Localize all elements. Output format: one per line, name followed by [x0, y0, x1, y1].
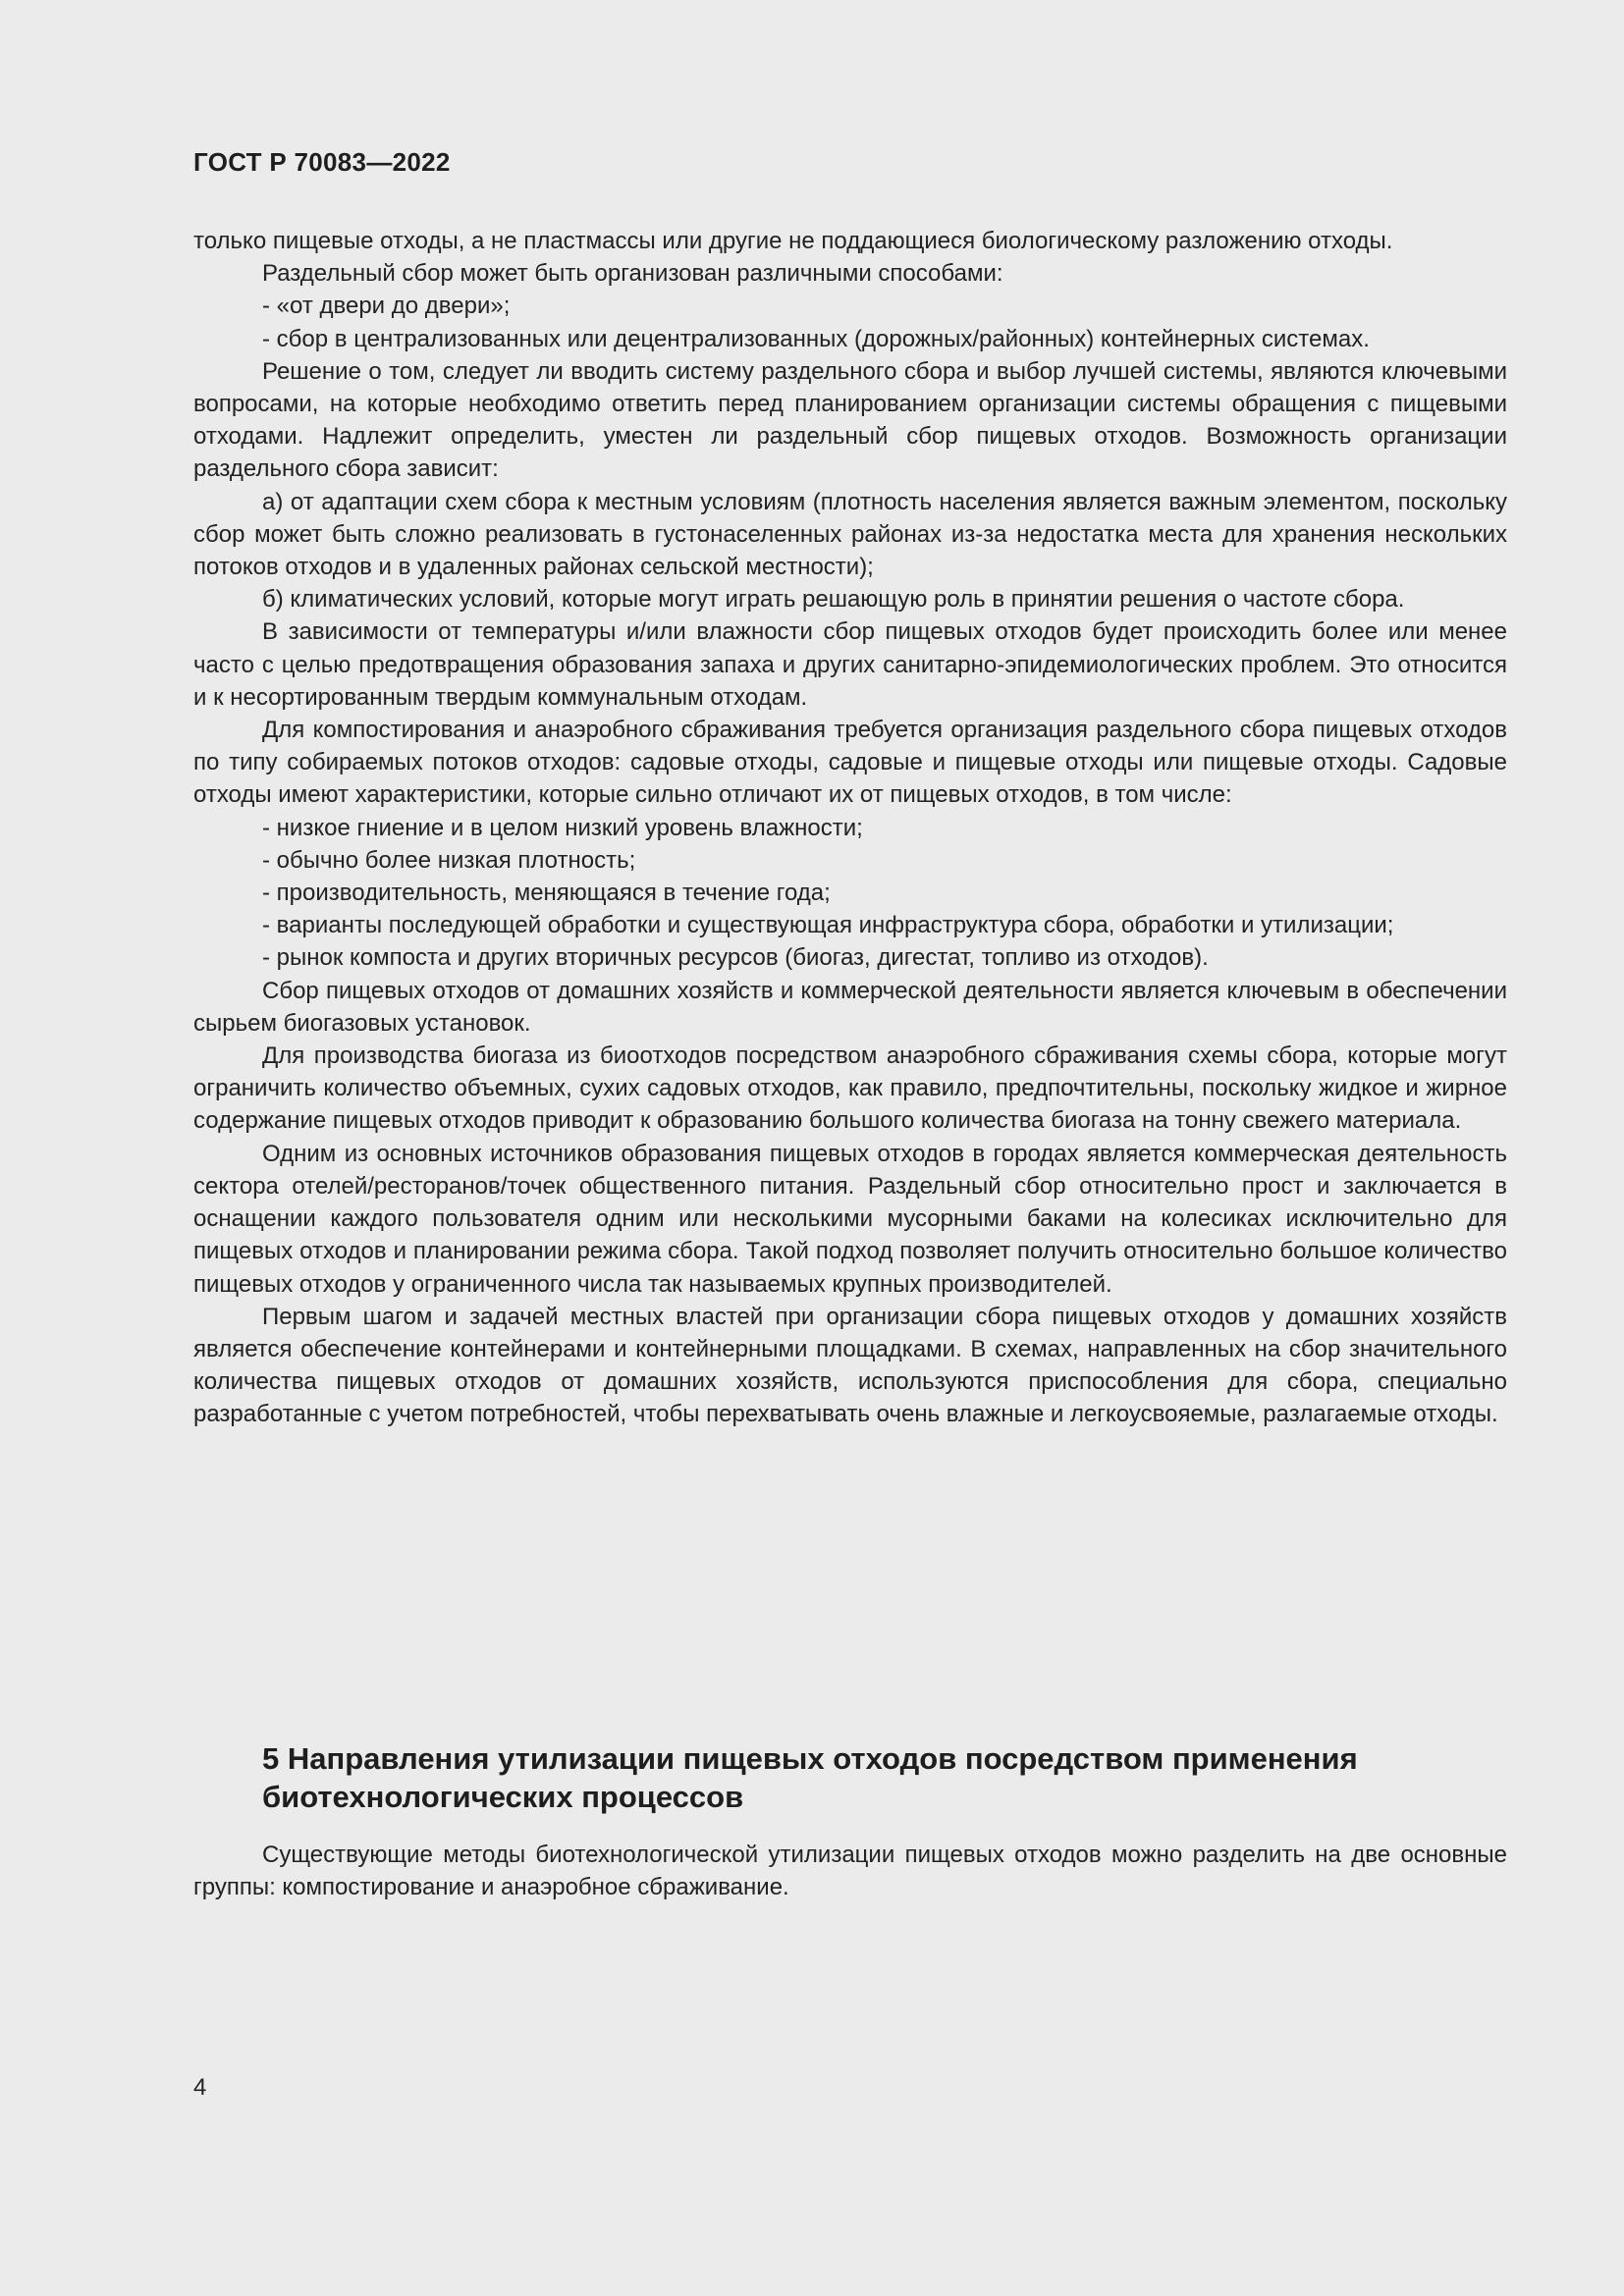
list-item: а) от адаптации схем сбора к местным условиям (плотность населения является важным элементом, поскольку сбор может быть сложно реализовать в густонаселенных районах из-за недостатка места для хранения нескольких потоков отходов и в удаленных районах сельской местности); [193, 488, 1507, 581]
paragraph: только пищевые отходы, а не пластмассы или другие не поддающиеся биологическому разложению отходы. [193, 228, 1393, 254]
list-item: - низкое гниение и в целом низкий уровень влажности; [262, 814, 863, 841]
section-body [193, 1839, 1507, 1903]
list-item: - сбор в централизованных или децентрализованных (дорожных/районных) контейнерных системах. [262, 325, 1370, 352]
paragraph: Для компостирования и анаэробного сбраживания требуется организация раздельного сбора пищевых отходов по типу собираемых потоков отходов: садовые отходы, садовые и пищевые отходы или пищевые отходы. Садовые отходы имеют характеристики, которые сильно отличают их от пищевых отходов, в том числе: [193, 717, 1507, 809]
list-item: - обычно более низкая плотность; [262, 846, 636, 874]
paragraph: Для производства биогаза из биоотходов посредством анаэробного сбраживания схемы сбора, которые могут ограничить количество объемных, сухих садовых отходов, как правило, предпочтительны, поскольку жидкое и жирное содержание пищевых отходов приводит к образованию большого количества биогаза на тонну свежего материала. [193, 1042, 1507, 1135]
body-text [193, 225, 1507, 1431]
list-item: - производительность, меняющаяся в течение года; [262, 880, 831, 907]
list-item: б) климатических условий, которые могут играть решающую роль в принятии решения о частоте сбора. [262, 586, 1405, 614]
page-header: ГОСТ Р 70083—2022 [193, 147, 451, 177]
list-item: - рынок компоста и других вторичных ресурсов (биогаз, дигестат, топливо из отходов). [262, 944, 1209, 972]
paragraph: Сбор пищевых отходов от домашних хозяйств и коммерческой деятельности является ключевым в обеспечении сырьем биогазовых установок. [193, 977, 1507, 1037]
paragraph: Одним из основных источников образования пищевых отходов в городах является коммерческая деятельность сектора отелей/ресторанов/точек общественного питания. Раздельный сбор относительно прост и заключается в оснащении каждого пользователя одним или несколькими мусорными баками на колесиках исключительно для пищевых отходов и планировании режима сбора. Такой подход позволяет получить относительно большое количество пищевых отходов у ограниченного числа так называемых крупных производителей. [193, 1140, 1507, 1298]
paragraph: В зависимости от температуры и/или влажности сбор пищевых отходов будет происходить более или менее часто с целью предотвращения образования запаха и других санитарно-эпидемиологических проблем. Это относится и к несортированным твердым коммунальным отходам. [193, 618, 1507, 711]
paragraph: Раздельный сбор может быть организован различными способами: [262, 260, 1003, 288]
list-item: - варианты последующей обработки и существующая инфраструктура сбора, обработки и утилизации; [262, 912, 1394, 939]
section-heading: 5 Направления утилизации пищевых отходов посредством применения биотехнологических процессов [262, 1741, 1358, 1814]
section-paragraph: Существующие методы биотехнологической утилизации пищевых отходов можно разделить на две основные группы: компостирование и анаэробное сбраживание. [193, 1842, 1507, 1901]
list-item: - «от двери до двери»; [262, 293, 511, 320]
paragraph: Решение о том, следует ли вводить систему раздельного сбора и выбор лучшей системы, являются ключевыми вопросами, на которые необходимо ответить перед планированием организации системы обращения с пищевыми отходами. Надлежит определить, уместен ли раздельный сбор пищевых отходов. Возможность организации раздельного сбора зависит: [193, 357, 1507, 483]
page-number: 4 [193, 2074, 207, 2101]
paragraph: Первым шагом и задачей местных властей при организации сбора пищевых отходов у домашних хозяйств является обеспечение контейнерами и контейнерными площадками. В схемах, направленных на сбор значительного количества пищевых отходов от домашних хозяйств, используются приспособления для сбора, специально разработанные с учетом потребностей, чтобы перехватывать очень влажные и легкоусвояемые, разлагаемые отходы. [193, 1303, 1507, 1428]
